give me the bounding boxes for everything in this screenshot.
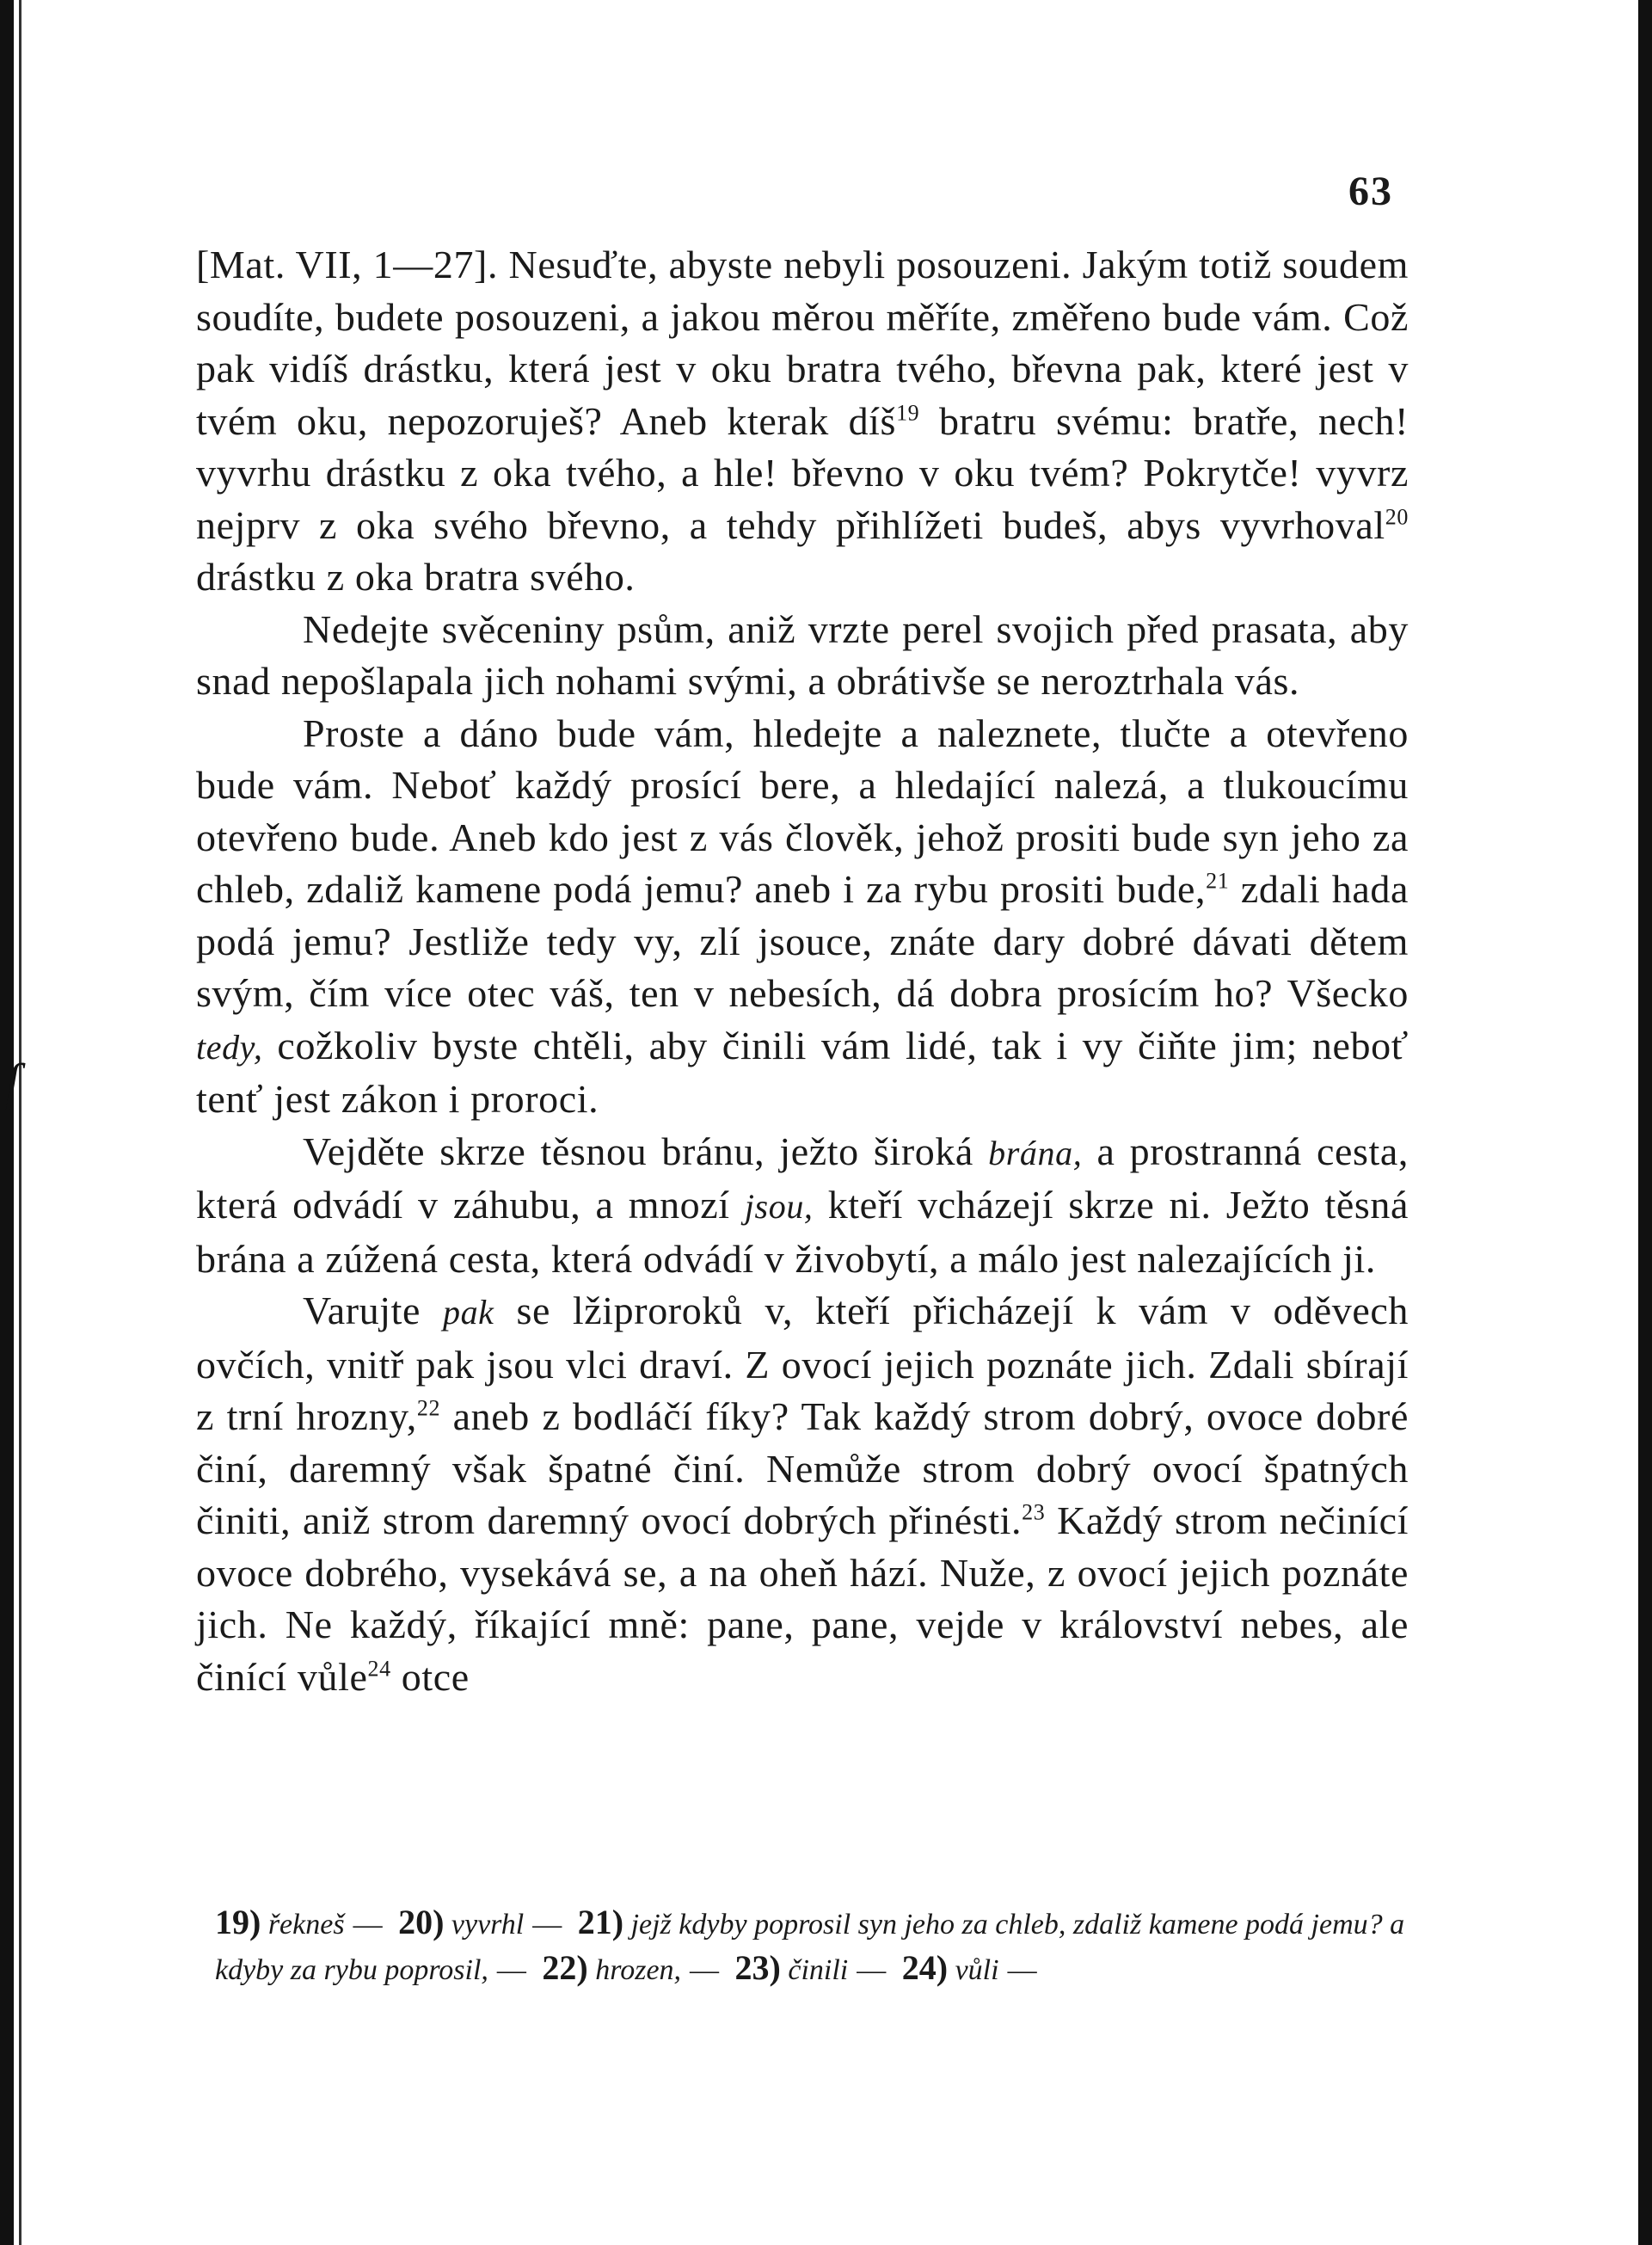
footnote-separator: — (532, 1909, 562, 1941)
text-run: Varujte (303, 1289, 443, 1332)
text-run: otce (390, 1654, 470, 1699)
footnote-separator: — (690, 1954, 720, 1986)
paragraph (196, 604, 1409, 708)
footnote-ref: 22 (416, 1395, 441, 1421)
footnote-number: 22) (542, 1948, 588, 1987)
page-frame-left-rule (19, 0, 21, 2245)
text-run: se lžiproroků v, kteří přicházejí k vám v oděvech ovčích, vnitř pak jsou vlci draví. Z ovocí jejich poznáte jich. Zdali sbírají z trní hrozny, (196, 1289, 1409, 1438)
footnote-separator: — (1007, 1954, 1037, 1986)
footnote-number: 20) (398, 1903, 445, 1941)
footnote-text: vyvrhl (451, 1909, 525, 1941)
footnote-number: 21) (577, 1903, 624, 1941)
footnote-separator: — (857, 1954, 887, 1986)
footnote-separator: — (496, 1954, 526, 1986)
footnote-separator: — (353, 1909, 383, 1941)
italic-word: tedy, (196, 1027, 263, 1067)
footnote-ref: 21 (1206, 868, 1230, 894)
text-run: drástku z oka bratra svého. (196, 555, 636, 599)
margin-mark: ſ (5, 1054, 20, 1110)
footnote-text: jejž kdyby poprosil syn jeho za chleb, zdaliž kamene podá jemu? a kdyby za rybu poprosil, (215, 1909, 1405, 1986)
footnote-text: řekneš (267, 1909, 345, 1941)
footnote-number: 24) (901, 1948, 949, 1987)
footnote-ref: 23 (1022, 1499, 1046, 1525)
italic-word: jsou, (744, 1187, 814, 1226)
text-run: zdali hada podá jemu? Jestliže tedy vy, zlí jsouce, znáte dary dobré dávati dětem svým, čím více otec váš, ten v nebesích, dá dobra prosícím ho? Všecko (196, 867, 1409, 1015)
footnote-text: činili (788, 1954, 849, 1986)
footnote-ref: 20 (1385, 504, 1409, 530)
paragraph (196, 708, 1409, 1126)
footnote-text: vůli (955, 1954, 999, 1986)
text-run: cožkoliv byste chtěli, aby činili vám lidé, tak i vy čiňte jim; neboť tenť jest zákon i proroci. (196, 1023, 1409, 1121)
footnotes (215, 1901, 1410, 1992)
italic-word: pak (442, 1293, 494, 1332)
text-run: Vejděte skrze těsnou bránu, ježto široká (303, 1129, 989, 1173)
footnote-number: 19) (215, 1903, 261, 1941)
text-run: a prostranná cesta, která odvádí v záhubu, a mnozí (196, 1129, 1409, 1227)
page-frame-left-border (0, 0, 14, 2245)
text-run: Nesuďte, abyste nebyli posouzeni. Jakým totiž soudem soudíte, budete posouzeni, a jakou měrou měříte, změřeno bude vám. Což pak vidíš drástku, která jest v oku bratra tvého, břevna pak, které jest v tvém oku, nepozoruješ? Aneb kterak díš (196, 243, 1409, 443)
bible-reference: [Mat. VII, 1—27]. (196, 243, 499, 286)
page-number: 63 (1348, 169, 1393, 214)
paragraph (196, 1285, 1409, 1703)
body-text (196, 239, 1409, 1703)
text-run: bratru svému: bratře, nech! vyvrhu drástku z oka tvého, a hle! břevno v oku tvém? Pokrytče! vyvrz nejprv z oka svého břevno, a tehdy přihlížeti budeš, abys vyvrhoval (196, 398, 1409, 547)
footnote-ref: 24 (367, 1656, 391, 1682)
page-frame-right-border (1638, 0, 1652, 2245)
footnote-number: 23) (734, 1948, 781, 1987)
text-run: aneb z bodláčí fíky? Tak každý strom dobrý, ovoce dobré činí, daremný však špatné činí. Nemůže strom dobrý ovocí špatných činiti, aniž strom daremný ovocí dobrých přinésti. (196, 1394, 1409, 1542)
footnote-ref: 19 (896, 400, 920, 426)
text-run: Proste a dáno bude vám, hledejte a naleznete, tlučte a otevřeno bude vám. Neboť každý prosící bere, a hledající nalezá, a tlukoucímu otevřeno bude. Aneb kdo jest z vás člověk, jehož prositi bude syn jeho za chleb, zdaliž kamene podá jemu? aneb i za rybu prositi bude, (196, 710, 1409, 911)
footnote-text: hrozen, (595, 1954, 682, 1986)
text-run: Nedejte svěceniny psům, aniž vrzte perel svojich před prasata, aby snad nepošlapala jich nohami svými, a obrátivše se neroztrhala vás. (196, 606, 1409, 703)
italic-word: brána, (988, 1133, 1083, 1172)
paragraph (196, 239, 1409, 604)
text-run: kteří vcházejí skrze ni. Ježto těsná brána a zúžená cesta, která odvádí v živobytí, a málo jest nalezajících ji. (196, 1183, 1409, 1281)
paragraph (196, 1126, 1409, 1286)
text-run: Každý strom nečinící ovoce dobrého, vysekává se, a na oheň hází. Nuže, z ovocí jejich poznáte jich. Ne každý, říkající mně: pane, pane, vejde v království nebes, ale činící vůle (196, 1498, 1409, 1699)
